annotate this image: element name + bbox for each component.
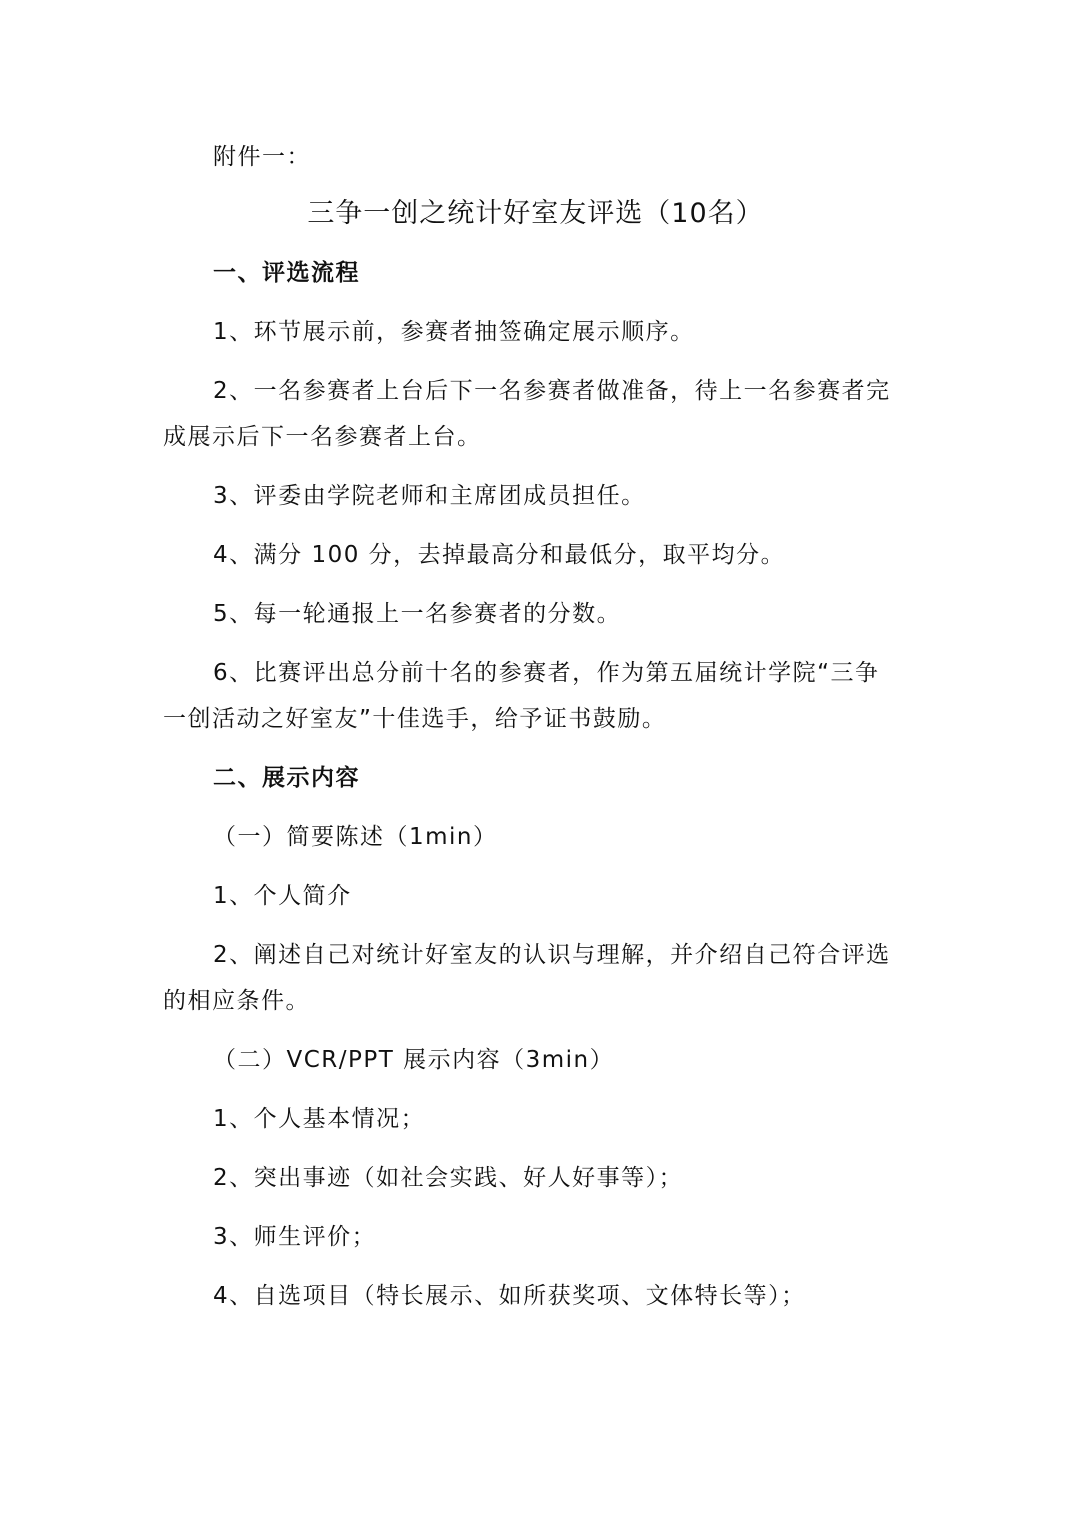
- section-heading-process: 一、评选流程: [213, 260, 360, 286]
- process-item-4: 4、满分 100 分，去掉最高分和最低分，取平均分。: [213, 542, 786, 568]
- vcr-item-1: 1、个人基本情况；: [213, 1106, 426, 1132]
- vcr-item-3: 3、师生评价；: [213, 1224, 377, 1250]
- section-heading-content: 二、展示内容: [213, 765, 360, 791]
- process-item-2: 2、一名参赛者上台后下一名参赛者做准备，待上一名参赛者完: [213, 378, 891, 404]
- process-item-6: 6、比赛评出总分前十名的参赛者，作为第五届统计学院“三争: [213, 660, 880, 686]
- subsection-heading-brief: （一）简要陈述（1min）: [213, 824, 498, 850]
- process-item-1: 1、环节展示前，参赛者抽签确定展示顺序。: [213, 319, 695, 345]
- vcr-item-2: 2、突出事迹（如社会实践、好人好事等）；: [213, 1165, 684, 1191]
- vcr-item-4: 4、自选项目（特长展示、如所获奖项、文体特长等）；: [213, 1283, 806, 1309]
- process-item-3: 3、评委由学院老师和主席团成员担任。: [213, 483, 646, 509]
- brief-item-2: 2、阐述自己对统计好室友的认识与理解，并介绍自己符合评选: [213, 942, 891, 968]
- brief-item-1: 1、个人简介: [213, 883, 352, 909]
- attachment-label: 附件一：: [213, 144, 311, 170]
- subsection-heading-vcr: （二）VCR/PPT 展示内容（3min）: [213, 1047, 615, 1073]
- brief-item-2-cont: 的相应条件。: [163, 988, 310, 1014]
- document-title: 三争一创之统计好室友评选（10名）: [307, 198, 764, 229]
- process-item-2-cont: 成展示后下一名参赛者上台。: [163, 424, 482, 450]
- process-item-6-cont: 一创活动之好室友”十佳选手，给予证书鼓励。: [163, 706, 667, 732]
- process-item-5: 5、每一轮通报上一名参赛者的分数。: [213, 601, 622, 627]
